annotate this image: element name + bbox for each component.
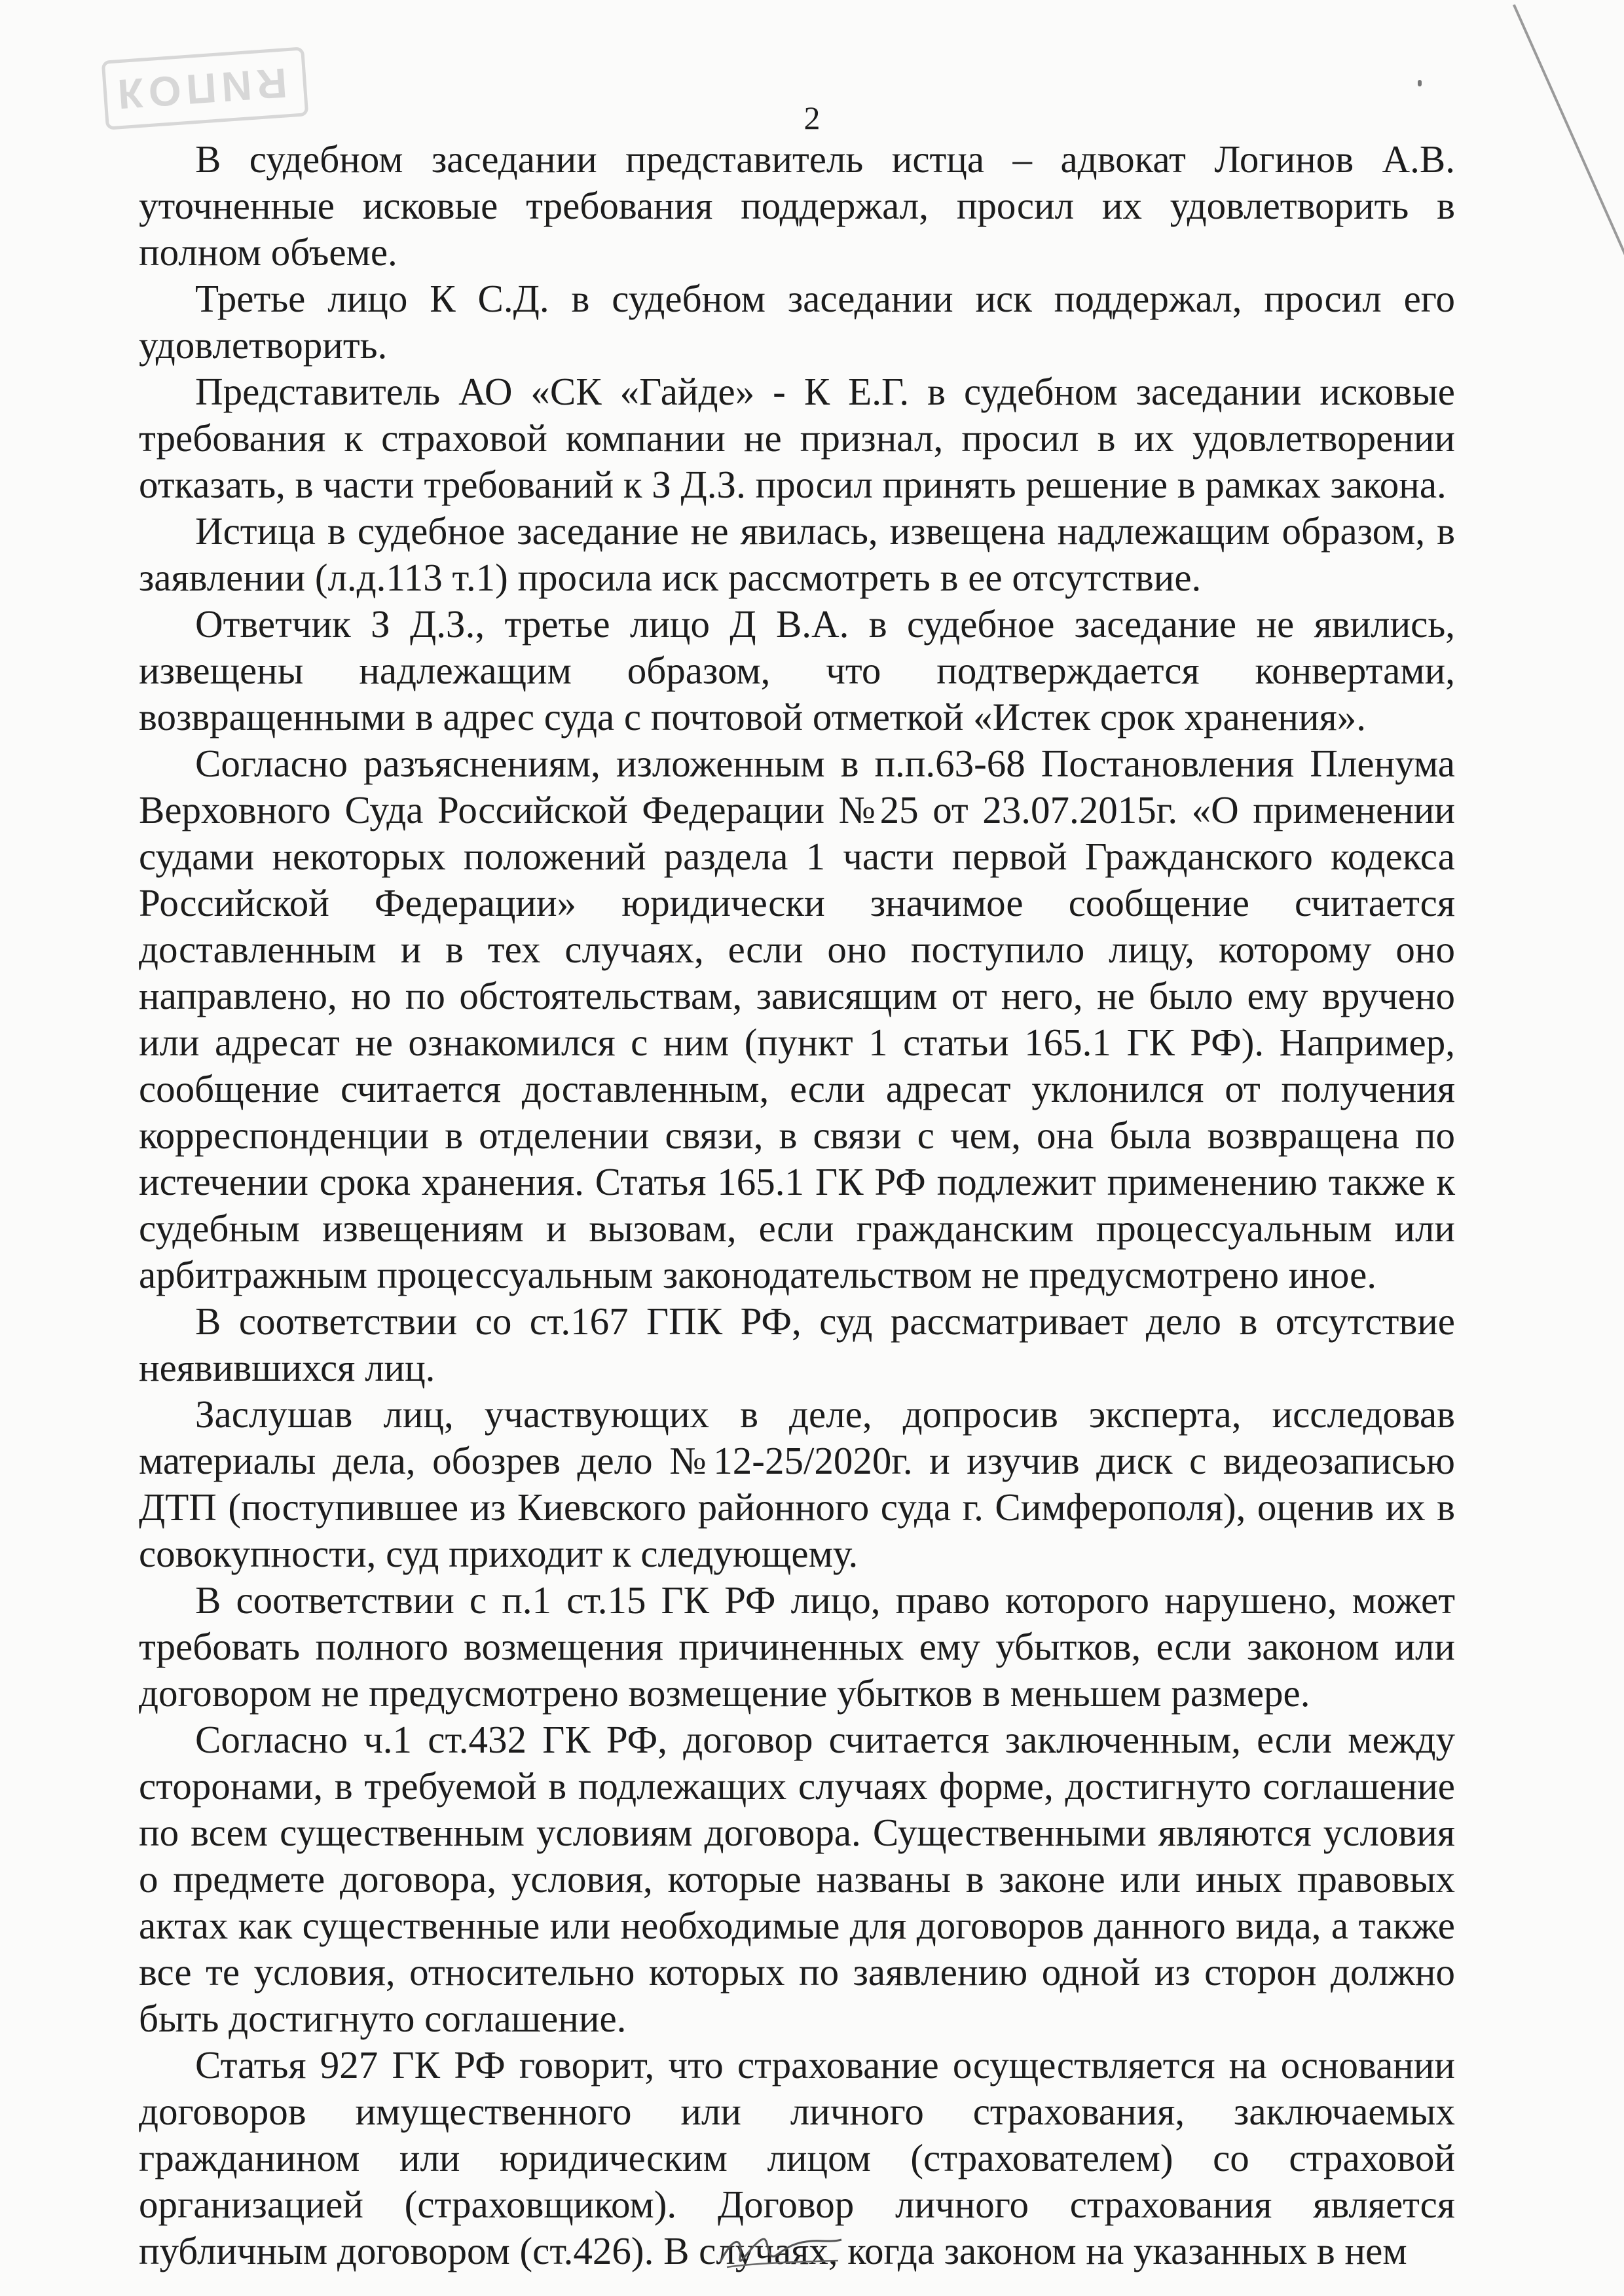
paragraph: В судебном заседании представитель истца – адвокат Логинов А.В. уточненные исковые требования поддержал, просил их удовлетворить в полном объеме.: [139, 137, 1455, 274]
paragraph: В соответствии со ст.167 ГПК РФ, суд рассматривает дело в отсутствие неявившихся лиц.: [139, 1300, 1455, 1389]
scan-speck: [1418, 80, 1422, 86]
paragraph: Истица в судебное заседание не явилась, извещена надлежащим образом, в заявлении (л.д.113 т.1) просила иск рассмотреть в ее отсутствие.: [139, 509, 1455, 599]
paragraph: Представитель АО «СК «Гайде» - К Е.Г. в судебном заседании исковые требования к страховой компании не признал, просил в их удовлетворении отказать, в части требований к З Д.З. просил принять решение в рамках закона.: [139, 370, 1455, 506]
copy-stamp-text: КОПИЯ: [116, 58, 294, 118]
paragraph: Третье лицо К С.Д. в судебном заседании иск поддержал, просил его удовлетворить.: [139, 277, 1455, 367]
paragraph: Статья 927 ГК РФ говорит, что страхование осуществляется на основании договоров имущественного или личного страхования, заключаемых гражданином или юридическим лицом (страхователем) со страховой организацией (страховщиком). Договор личного страхования является публичным договором (ст.426). В случаях, когда законом на указанных в нем: [139, 2043, 1455, 2272]
signature: [714, 2223, 845, 2275]
page-number: 2: [803, 100, 821, 136]
paragraph: Согласно ч.1 ст.432 ГК РФ, договор считается заключенным, если между сторонами, в требуемой в подлежащих случаях форме, достигнуто соглашение по всем существенным условиям договора. Существенными являются условия о предмете договора, условия, которые названы в законе или иных правовых актах как существенные или необходимые для договоров данного вида, а также все те условия, относительно которых по заявлению одной из сторон должно быть достигнуто соглашение.: [139, 1718, 1455, 2040]
paragraph: Ответчик З Д.З., третье лицо Д В.А. в судебное заседание не явились, извещены надлежащим образом, что подтверждается конвертами, возвращенными в адрес суда с почтовой отметкой «Истек срок хранения».: [139, 602, 1455, 738]
paragraph: Заслушав лиц, участвующих в деле, допросив эксперта, исследовав материалы дела, обозрев дело №12-25/2020г. и изучив диск с видеозаписью ДТП (поступившее из Киевского районного суда г. Симферополя), оценив их в совокупности, суд приходит к следующему.: [139, 1393, 1455, 1575]
paragraph: Согласно разъяснениям, изложенным в п.п.63-68 Постановления Пленума Верховного Суда Российской Федерации №25 от 23.07.2015г. «О применении судами некоторых положений раздела 1 части первой Гражданского кодекса Российской Федерации» юридически значимое сообщение считается доставленным и в тех случаях, если оно поступило лицу, которому оно направлено, но по обстоятельствам, зависящим от него, не было ему вручено или адресат не ознакомился с ним (пункт 1 статьи 165.1 ГК РФ). Например, сообщение считается доставленным, если адресат уклонился от получения корреспонденции в отделении связи, в связи с чем, она была возвращена по истечении срока хранения. Статья 165.1 ГК РФ подлежит применению также к судебным извещениям и вызовам, если гражданским процессуальным или арбитражным процессуальным законодательством не предусмотрено иное.: [139, 742, 1455, 1296]
paragraph: В соответствии с п.1 ст.15 ГК РФ лицо, право которого нарушено, может требовать полного возмещения причиненных ему убытков, если законом или договором не предусмотрено возмещение убытков в меньшем размере.: [139, 1578, 1455, 1715]
document-body: [139, 136, 1455, 2274]
